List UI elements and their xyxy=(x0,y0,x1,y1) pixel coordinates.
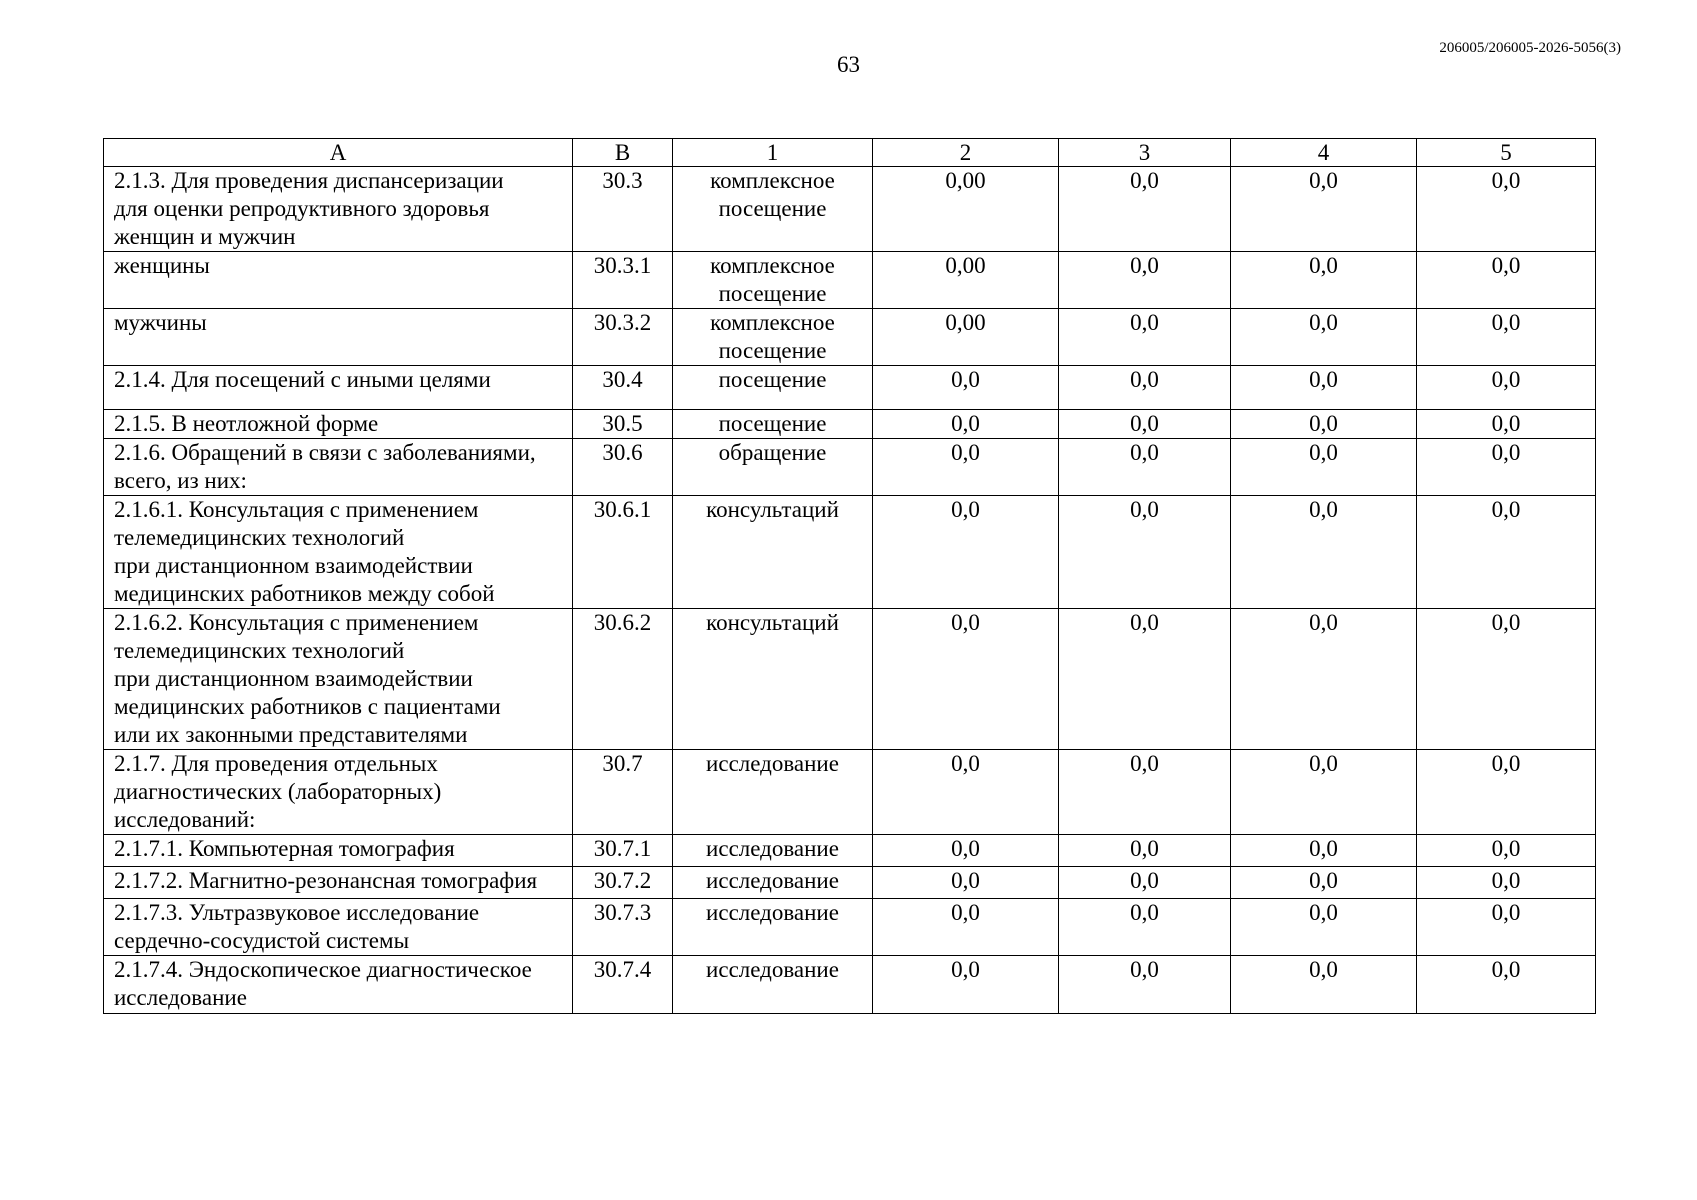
value-cell-c4: 0,0 xyxy=(1231,309,1417,366)
value-cell-c3: 0,0 xyxy=(1059,750,1231,835)
row-code-cell: 30.3 xyxy=(573,167,673,252)
value-cell-c5: 0,0 xyxy=(1417,750,1596,835)
row-code-cell: 30.7.1 xyxy=(573,835,673,867)
indicator-name-line: 2.1.5. В неотложной форме xyxy=(114,411,379,436)
indicator-name-cell xyxy=(104,410,573,439)
indicator-name-line: 2.1.7.2. Магнитно-резонансная томография xyxy=(114,868,538,893)
value-cell-c4: 0,0 xyxy=(1231,899,1417,956)
header-cell: 3 xyxy=(1059,139,1231,167)
row-code-cell: 30.7 xyxy=(573,750,673,835)
indicator-name-cell xyxy=(104,899,573,956)
header-cell: 5 xyxy=(1417,139,1596,167)
indicator-name-line: женщины xyxy=(114,253,210,278)
indicator-name-line: 2.1.6.1. Консультация с применением xyxy=(114,497,479,522)
unit-cell xyxy=(673,956,873,1014)
header-cell: 1 xyxy=(673,139,873,167)
page-number: 63 xyxy=(837,52,860,77)
indicator-name-line: женщин и мужчин xyxy=(114,224,296,249)
row-code-cell: 30.6 xyxy=(573,439,673,496)
value-cell-c5: 0,0 xyxy=(1417,956,1596,1014)
table-header-row xyxy=(104,139,1596,167)
indicator-name-line: при дистанционном взаимодействии xyxy=(114,553,473,578)
unit-line: исследование xyxy=(706,751,839,776)
table-row xyxy=(104,252,1596,309)
table-row xyxy=(104,750,1596,835)
table-row xyxy=(104,956,1596,1014)
indicator-name-cell xyxy=(104,167,573,252)
value-cell-c2: 0,0 xyxy=(873,867,1059,899)
value-cell-c3: 0,0 xyxy=(1059,867,1231,899)
unit-cell xyxy=(673,867,873,899)
value-cell-c4: 0,0 xyxy=(1231,496,1417,609)
unit-cell xyxy=(673,609,873,750)
unit-line: исследование xyxy=(706,957,839,982)
indicator-name-line: исследований: xyxy=(114,807,256,832)
indicator-name-cell xyxy=(104,750,573,835)
value-cell-c2: 0,0 xyxy=(873,835,1059,867)
indicator-name-line: мужчины xyxy=(114,310,207,335)
unit-line: комплексное xyxy=(710,168,835,193)
value-cell-c2: 0,00 xyxy=(873,167,1059,252)
value-cell-c3: 0,0 xyxy=(1059,366,1231,410)
unit-cell xyxy=(673,309,873,366)
value-cell-c2: 0,00 xyxy=(873,252,1059,309)
value-cell-c5: 0,0 xyxy=(1417,167,1596,252)
unit-line: комплексное xyxy=(710,253,835,278)
indicator-name-line: всего, из них: xyxy=(114,468,247,493)
value-cell-c3: 0,0 xyxy=(1059,309,1231,366)
table-row xyxy=(104,366,1596,410)
indicator-name-line: 2.1.7.1. Компьютерная томография xyxy=(114,836,455,861)
header-cell: 2 xyxy=(873,139,1059,167)
unit-cell xyxy=(673,899,873,956)
value-cell-c5: 0,0 xyxy=(1417,496,1596,609)
unit-line: посещение xyxy=(718,367,827,392)
value-cell-c2: 0,0 xyxy=(873,609,1059,750)
value-cell-c5: 0,0 xyxy=(1417,309,1596,366)
value-cell-c5: 0,0 xyxy=(1417,410,1596,439)
row-code-cell: 30.7.4 xyxy=(573,956,673,1014)
indicator-name-line: при дистанционном взаимодействии xyxy=(114,666,473,691)
table-row xyxy=(104,309,1596,366)
unit-cell xyxy=(673,252,873,309)
indicator-name-line: для оценки репродуктивного здоровья xyxy=(114,196,490,221)
table-row xyxy=(104,439,1596,496)
unit-cell xyxy=(673,167,873,252)
indicator-name-cell xyxy=(104,956,573,1014)
value-cell-c4: 0,0 xyxy=(1231,252,1417,309)
unit-cell xyxy=(673,835,873,867)
value-cell-c5: 0,0 xyxy=(1417,835,1596,867)
indicator-name-line: 2.1.6. Обращений в связи с заболеваниями, xyxy=(114,440,536,465)
value-cell-c3: 0,0 xyxy=(1059,835,1231,867)
value-cell-c3: 0,0 xyxy=(1059,410,1231,439)
row-code-cell: 30.6.1 xyxy=(573,496,673,609)
value-cell-c2: 0,0 xyxy=(873,750,1059,835)
header-cell: 4 xyxy=(1231,139,1417,167)
unit-cell xyxy=(673,410,873,439)
value-cell-c2: 0,00 xyxy=(873,309,1059,366)
value-cell-c3: 0,0 xyxy=(1059,439,1231,496)
unit-cell xyxy=(673,439,873,496)
value-cell-c2: 0,0 xyxy=(873,366,1059,410)
value-cell-c4: 0,0 xyxy=(1231,439,1417,496)
table-row xyxy=(104,867,1596,899)
unit-line: посещение xyxy=(718,411,827,436)
row-code-cell: 30.5 xyxy=(573,410,673,439)
value-cell-c4: 0,0 xyxy=(1231,956,1417,1014)
value-cell-c5: 0,0 xyxy=(1417,609,1596,750)
unit-cell xyxy=(673,366,873,410)
value-cell-c4: 0,0 xyxy=(1231,835,1417,867)
row-code-cell: 30.3.1 xyxy=(573,252,673,309)
data-table xyxy=(103,138,1596,1014)
row-code-cell: 30.7.2 xyxy=(573,867,673,899)
table-row xyxy=(104,496,1596,609)
value-cell-c4: 0,0 xyxy=(1231,410,1417,439)
header-cell: В xyxy=(573,139,673,167)
value-cell-c4: 0,0 xyxy=(1231,867,1417,899)
unit-line: исследование xyxy=(706,836,839,861)
indicator-name-cell xyxy=(104,309,573,366)
indicator-name-line: медицинских работников между собой xyxy=(114,581,495,606)
unit-line: обращение xyxy=(718,440,827,465)
indicator-name-cell xyxy=(104,366,573,410)
indicator-name-line: 2.1.4. Для посещений с иными целями xyxy=(114,367,491,392)
indicator-name-line: диагностических (лабораторных) xyxy=(114,779,442,804)
value-cell-c4: 0,0 xyxy=(1231,609,1417,750)
indicator-name-line: медицинских работников с пациентами xyxy=(114,694,501,719)
value-cell-c5: 0,0 xyxy=(1417,366,1596,410)
indicator-name-cell xyxy=(104,439,573,496)
document-id: 206005/206005-2026-5056(3) xyxy=(1439,40,1621,56)
value-cell-c4: 0,0 xyxy=(1231,167,1417,252)
indicator-name-line: телемедицинских технологий xyxy=(114,525,405,550)
unit-line: консультаций xyxy=(706,610,839,635)
table-row xyxy=(104,410,1596,439)
value-cell-c3: 0,0 xyxy=(1059,496,1231,609)
unit-line: комплексное xyxy=(710,310,835,335)
indicator-name-cell xyxy=(104,252,573,309)
unit-cell xyxy=(673,496,873,609)
value-cell-c5: 0,0 xyxy=(1417,899,1596,956)
indicator-name-line: 2.1.7.3. Ультразвуковое исследование xyxy=(114,900,480,925)
value-cell-c5: 0,0 xyxy=(1417,252,1596,309)
row-code-cell: 30.6.2 xyxy=(573,609,673,750)
indicator-name-line: 2.1.6.2. Консультация с применением xyxy=(114,610,479,635)
value-cell-c2: 0,0 xyxy=(873,410,1059,439)
indicator-name-line: исследование xyxy=(114,985,247,1010)
value-cell-c5: 0,0 xyxy=(1417,867,1596,899)
unit-cell xyxy=(673,750,873,835)
table-row xyxy=(104,899,1596,956)
indicator-name-line: или их законными представителями xyxy=(114,722,468,747)
header-cell: А xyxy=(104,139,573,167)
indicator-name-line: телемедицинских технологий xyxy=(114,638,405,663)
indicator-name-cell xyxy=(104,496,573,609)
unit-line: исследование xyxy=(706,900,839,925)
value-cell-c3: 0,0 xyxy=(1059,899,1231,956)
value-cell-c3: 0,0 xyxy=(1059,609,1231,750)
value-cell-c2: 0,0 xyxy=(873,956,1059,1014)
value-cell-c3: 0,0 xyxy=(1059,956,1231,1014)
unit-line: посещение xyxy=(718,196,827,221)
unit-line: посещение xyxy=(718,281,827,306)
indicator-name-line: 2.1.7.4. Эндоскопическое диагностическое xyxy=(114,957,532,982)
value-cell-c2: 0,0 xyxy=(873,439,1059,496)
table-row xyxy=(104,835,1596,867)
unit-line: исследование xyxy=(706,868,839,893)
table-row xyxy=(104,167,1596,252)
value-cell-c4: 0,0 xyxy=(1231,366,1417,410)
indicator-name-line: 2.1.7. Для проведения отдельных xyxy=(114,751,438,776)
value-cell-c3: 0,0 xyxy=(1059,252,1231,309)
row-code-cell: 30.3.2 xyxy=(573,309,673,366)
row-code-cell: 30.7.3 xyxy=(573,899,673,956)
unit-line: консультаций xyxy=(706,497,839,522)
table-row xyxy=(104,609,1596,750)
row-code-cell: 30.4 xyxy=(573,366,673,410)
value-cell-c4: 0,0 xyxy=(1231,750,1417,835)
indicator-name-cell xyxy=(104,609,573,750)
value-cell-c2: 0,0 xyxy=(873,496,1059,609)
indicator-name-line: 2.1.3. Для проведения диспансеризации xyxy=(114,168,504,193)
indicator-name-line: сердечно-сосудистой системы xyxy=(114,928,410,953)
indicator-name-cell xyxy=(104,867,573,899)
value-cell-c5: 0,0 xyxy=(1417,439,1596,496)
unit-line: посещение xyxy=(718,338,827,363)
indicator-name-cell xyxy=(104,835,573,867)
table-body xyxy=(104,167,1596,1014)
value-cell-c2: 0,0 xyxy=(873,899,1059,956)
value-cell-c3: 0,0 xyxy=(1059,167,1231,252)
